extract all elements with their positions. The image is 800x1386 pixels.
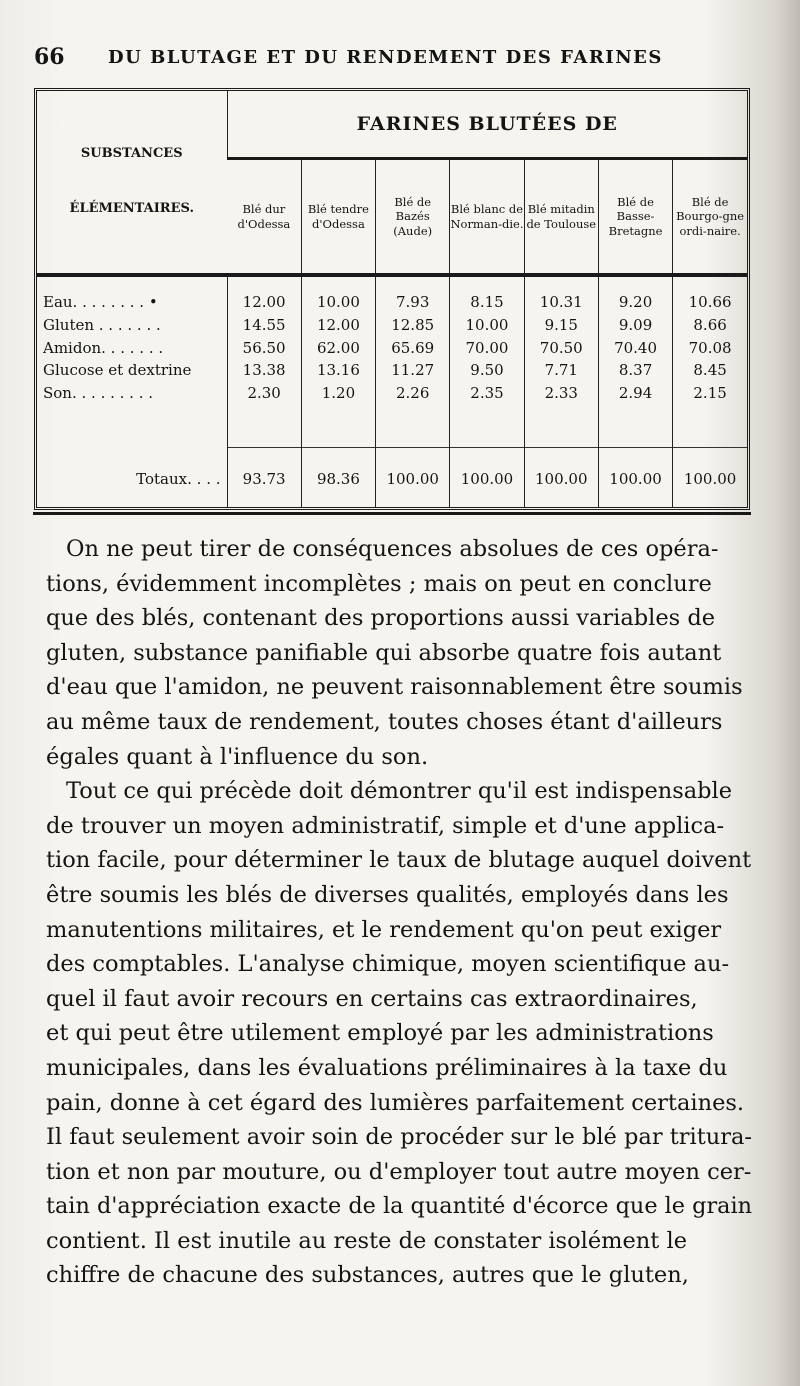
- text-line: chiffre de chacune des substances, autres que le gluten,: [46, 1262, 689, 1289]
- table-row: [37, 291, 747, 314]
- table-cell: 70.50: [524, 336, 598, 359]
- table-cell: 14.55: [227, 314, 301, 337]
- text-line: Tout ce qui précède doit démontrer qu'il est indispensable: [65, 778, 733, 805]
- row-label: Gluten . . . . . . .: [43, 315, 161, 334]
- running-title: DU BLUTAGE ET DU RENDEMENT DES FARINES: [108, 46, 663, 68]
- table-cell: 9.20: [598, 291, 672, 314]
- total-cell: 100.00: [673, 450, 747, 507]
- table-row: [37, 336, 747, 359]
- table-cell: 10.31: [524, 291, 598, 314]
- table-cell: 70.08: [673, 336, 747, 359]
- table-cell: 12.00: [227, 291, 301, 314]
- table-spacer: [37, 404, 747, 448]
- column-header: Blé dur d'Odessa: [237, 202, 291, 231]
- text-line: municipales, dans les évaluations préliminaires à la taxe du: [46, 1054, 728, 1081]
- table-cell: 2.30: [227, 381, 301, 404]
- table-cell: 13.16: [301, 359, 375, 382]
- column-header: Blé blanc de Norman-die.: [450, 158, 524, 275]
- header-separator: [37, 275, 747, 291]
- table-cell: 10.66: [673, 291, 747, 314]
- column-header: Blé tendre d'Odessa: [301, 158, 375, 275]
- row-label: Glucose et dextrine: [43, 361, 192, 380]
- table-cell: 2.35: [450, 381, 524, 404]
- total-cell: 100.00: [598, 450, 672, 507]
- table-cell: 7.71: [524, 359, 598, 382]
- table-row: [37, 359, 747, 382]
- table-cell: 12.85: [376, 314, 450, 337]
- substances-header-line1: SUBSTANCES: [80, 146, 183, 162]
- page-header: [34, 40, 754, 74]
- text-line: tions, évidemment incomplètes ; mais on peut en conclure: [46, 570, 712, 597]
- total-cell: 100.00: [376, 450, 450, 507]
- total-cell: 100.00: [450, 450, 524, 507]
- page-number: 66: [34, 44, 65, 70]
- text-line: Il faut seulement avoir soin de procéder sur le blé par tritura-: [46, 1124, 752, 1151]
- total-cell: 98.36: [301, 450, 375, 507]
- table-cell: 7.93: [376, 291, 450, 314]
- table-cell: 10.00: [301, 291, 375, 314]
- table-cell: 62.00: [301, 336, 375, 359]
- column-header: Blé de Bazés (Aude): [376, 158, 450, 275]
- text-line: égales quant à l'influence du son.: [46, 743, 429, 770]
- text-line: gluten, substance panifiable qui absorbe quatre fois autant: [46, 639, 722, 666]
- totals-label: Totaux. . . .: [136, 469, 221, 488]
- text-line: quel il faut avoir recours en certains cas extraordinaires,: [46, 985, 698, 1012]
- table-cell: 2.15: [673, 381, 747, 404]
- text-line: et qui peut être utilement employé par les administrations: [46, 1020, 714, 1047]
- text-line: On ne peut tirer de conséquences absolues de ces opéra-: [66, 536, 719, 562]
- text-line: d'eau que l'amidon, ne peuvent raisonnablement être soumis: [46, 674, 743, 701]
- text-line: au même taux de rendement, toutes choses étant d'ailleurs: [46, 708, 723, 735]
- row-label: Amidon. . . . . . .: [43, 338, 164, 357]
- text-line: des comptables. L'analyse chimique, moyen scientifique au-: [46, 951, 730, 978]
- substances-header-line2: ÉLÉMENTAIRES.: [69, 201, 194, 217]
- total-cell: 93.73: [227, 450, 301, 507]
- composition-table: [34, 88, 750, 510]
- table-cell: 8.15: [450, 291, 524, 314]
- row-label: Son. . . . . . . . .: [43, 383, 154, 402]
- table-cell: 56.50: [227, 336, 301, 359]
- table-cell: 2.33: [524, 381, 598, 404]
- totals-row: [37, 450, 747, 507]
- data-table: [37, 91, 747, 507]
- table-cell: 9.09: [598, 314, 672, 337]
- row-label: Eau. . . . . . . . •: [43, 293, 158, 312]
- table-cell: 70.40: [598, 336, 672, 359]
- table-cell: 2.94: [598, 381, 672, 404]
- column-header: Blé mitadin de Toulouse: [524, 158, 598, 275]
- table-cell: 9.15: [524, 314, 598, 337]
- table-cell: 10.00: [450, 314, 524, 337]
- table-row: [37, 314, 747, 337]
- text-line: de trouver un moyen administratif, simple et d'une applica-: [46, 812, 725, 839]
- text-line: que des blés, contenant des proportions aussi variables de: [46, 605, 716, 632]
- substances-header: [37, 91, 227, 275]
- table-cell: 9.50: [450, 359, 524, 382]
- text-line: tion facile, pour déterminer le taux de blutage auquel doivent: [46, 847, 752, 874]
- table-cell: 70.00: [450, 336, 524, 359]
- table-cell: 11.27: [376, 359, 450, 382]
- total-cell: 100.00: [524, 450, 598, 507]
- column-header: Blé de Bourgo-gne ordi-naire.: [673, 158, 747, 275]
- text-line: tain d'appréciation exacte de la quantité d'écorce que le grain: [46, 1193, 752, 1220]
- text-line: contient. Il est inutile au reste de constater isolément le: [46, 1227, 688, 1254]
- body-text: [46, 532, 766, 1293]
- table-cell: 12.00: [301, 314, 375, 337]
- table-cell: 13.38: [227, 359, 301, 382]
- text-line: tion et non par mouture, ou d'employer tout autre moyen cer-: [46, 1158, 752, 1185]
- table-cell: 1.20: [301, 381, 375, 404]
- table-cell: 8.37: [598, 359, 672, 382]
- text-line: être soumis les blés de diverses qualités, employés dans les: [46, 881, 729, 908]
- table-row: [37, 381, 747, 404]
- table-cell: 8.66: [673, 314, 747, 337]
- table-cell: 2.26: [376, 381, 450, 404]
- text-line: manutentions militaires, et le rendement qu'on peut exiger: [46, 916, 722, 943]
- text-line: pain, donne à cet égard des lumières parfaitement certaines.: [46, 1089, 745, 1116]
- column-header: Blé de Basse-Bretagne: [598, 158, 672, 275]
- group-header: FARINES BLUTÉES DE: [227, 91, 747, 158]
- table-cell: 65.69: [376, 336, 450, 359]
- table-cell: 8.45: [673, 359, 747, 382]
